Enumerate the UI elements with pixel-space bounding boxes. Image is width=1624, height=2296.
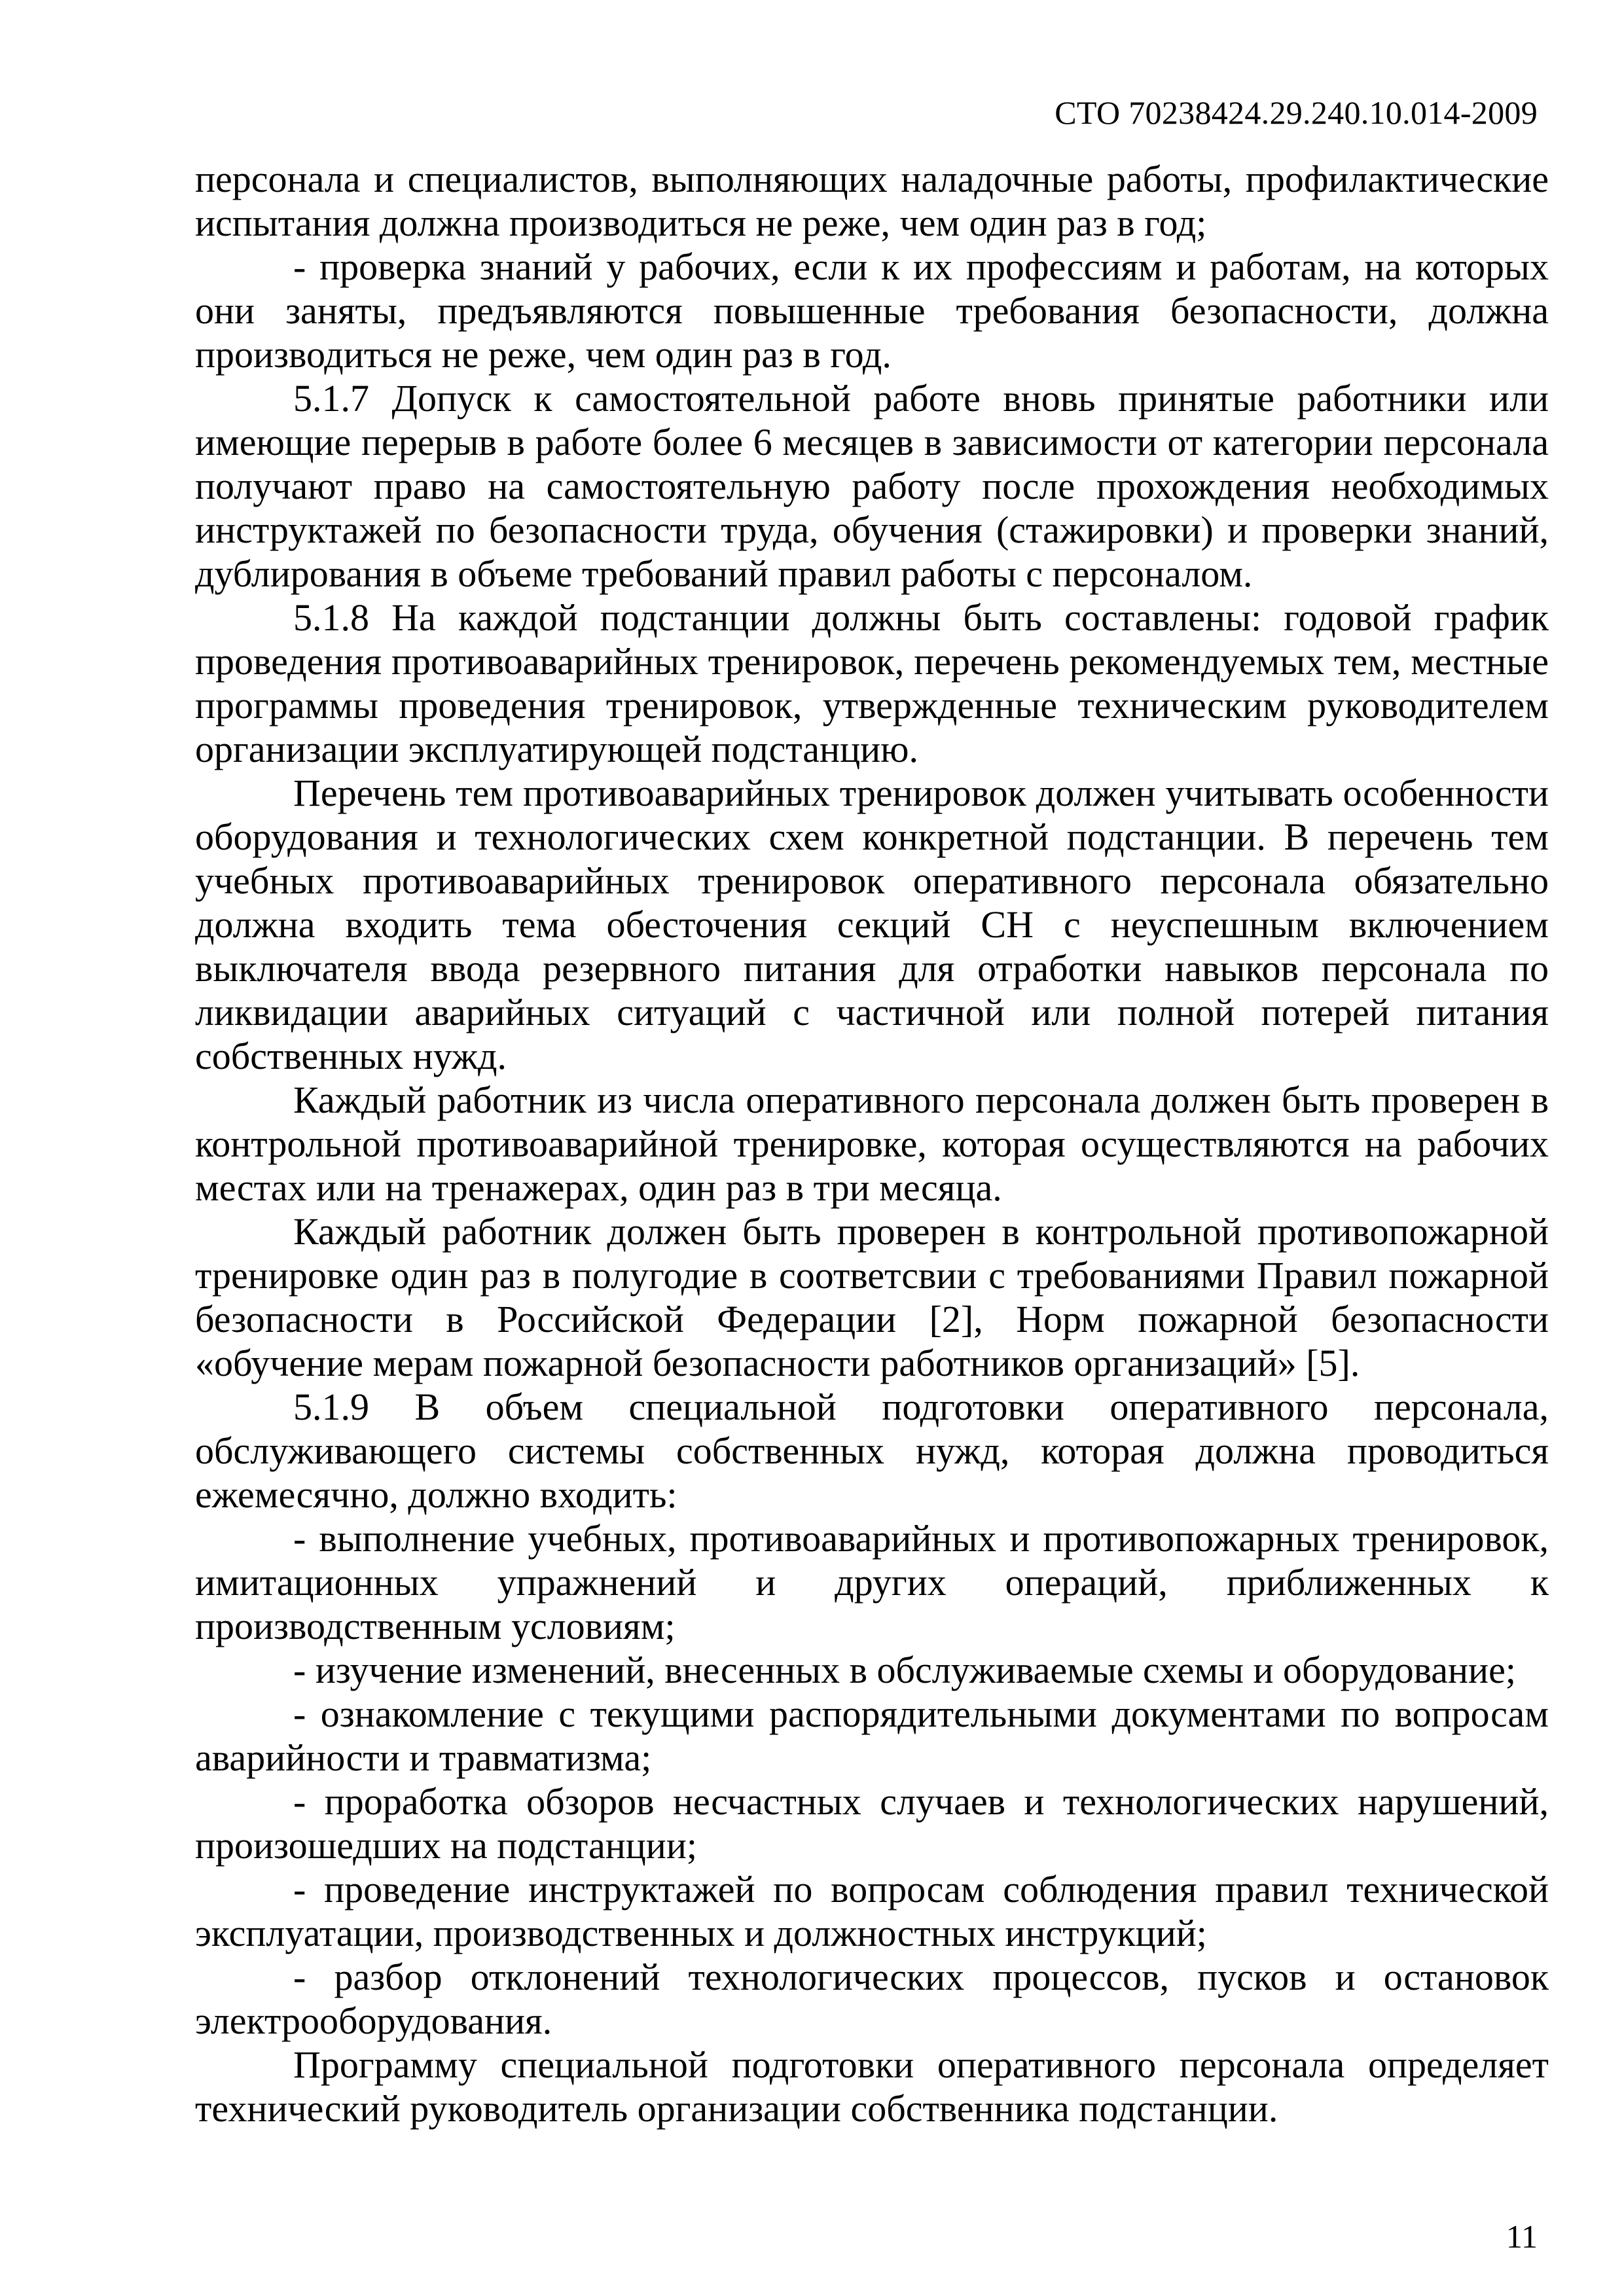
paragraph-program: Программу специальной подготовки оперативного персонала определяет технический руководитель организации собственника подстанции. (195, 2043, 1549, 2130)
list-item-documents: - ознакомление с текущими распорядительными документами по вопросам аварийности и травматизма; (195, 1693, 1549, 1779)
list-item-briefings: - проведение инструктажей по вопросам соблюдения правил технической эксплуатации, производственных и должностных инструкций; (195, 1868, 1549, 1954)
page-number: 11 (1506, 2218, 1538, 2255)
paragraph-5-1-9: 5.1.9 В объем специальной подготовки оперативного персонала, обслуживающего системы собственных нужд, которая должна проводиться ежемесячно, должно входить: (195, 1386, 1549, 1516)
paragraph-knowledge-check: - проверка знаний у рабочих, если к их профессиям и работам, на которых они заняты, предъявляются повышенные требования безопасности, должна производиться не реже, чем один раз в год. (195, 245, 1549, 376)
list-item-changes: - изучение изменений, внесенных в обслуживаемые схемы и оборудование; (293, 1649, 1516, 1691)
list-item-accident-reviews: - проработка обзоров несчастных случаев и технологических нарушений, произошедших на подстанции; (195, 1780, 1549, 1867)
document-body (195, 157, 1549, 2130)
paragraph-continuation: персонала и специалистов, выполняющих наладочные работы, профилактические испытания должна производиться не реже, чем один раз в год; (195, 158, 1549, 244)
list-item-deviation-analysis: - разбор отклонений технологических процессов, пусков и остановок электрооборудования. (195, 1956, 1549, 2042)
paragraph-5-1-8: 5.1.8 На каждой подстанции должны быть составлены: годовой график проведения противоаварийных тренировок, перечень рекомендуемых тем, местные программы проведения тренировок, утвержденные техническим руководителем организации эксплуатирующей подстанцию. (195, 596, 1549, 770)
paragraph-operative-check: Каждый работник из числа оперативного персонала должен быть проверен в контрольной противоаварийной тренировке, которая осуществляются на рабочих местах или на тренажерах, один раз в три месяца. (195, 1079, 1549, 1209)
list-item-exercises: - выполнение учебных, противоаварийных и противопожарных тренировок, имитационных упражнений и других операций, приближенных к производственным условиям; (195, 1517, 1549, 1647)
paragraph-training-topics: Перечень тем противоаварийных тренировок должен учитывать особенности оборудования и технологических схем конкретной подстанции. В перечень тем учебных противоаварийных тренировок оперативного персонала обязательно должна входить тема обесточения секций СН с неуспешным включением выключателя ввода резервного питания для отработки навыков персонала по ликвидации аварийных ситуаций с частичной или полной потерей питания собственных нужд. (195, 772, 1549, 1077)
document-code-header: СТО 70238424.29.240.10.014-2009 (1055, 94, 1538, 131)
paragraph-5-1-7: 5.1.7 Допуск к самостоятельной работе вновь принятые работники или имеющие перерыв в работе более 6 месяцев в зависимости от категории персонала получают право на самостоятельную работу после прохождения необходимых инструктажей по безопасности труда, обучения (стажировки) и проверки знаний, дублирования в объеме требований правил работы с персоналом. (195, 377, 1549, 595)
paragraph-fire-training: Каждый работник должен быть проверен в контрольной противопожарной тренировке один раз в полугодие в соответсвии с требованиями Правил пожарной безопасности в Российской Федерации [2], Норм пожарной безопасности «обучение мерам пожарной безопасности работников организаций» [5]. (195, 1210, 1549, 1384)
